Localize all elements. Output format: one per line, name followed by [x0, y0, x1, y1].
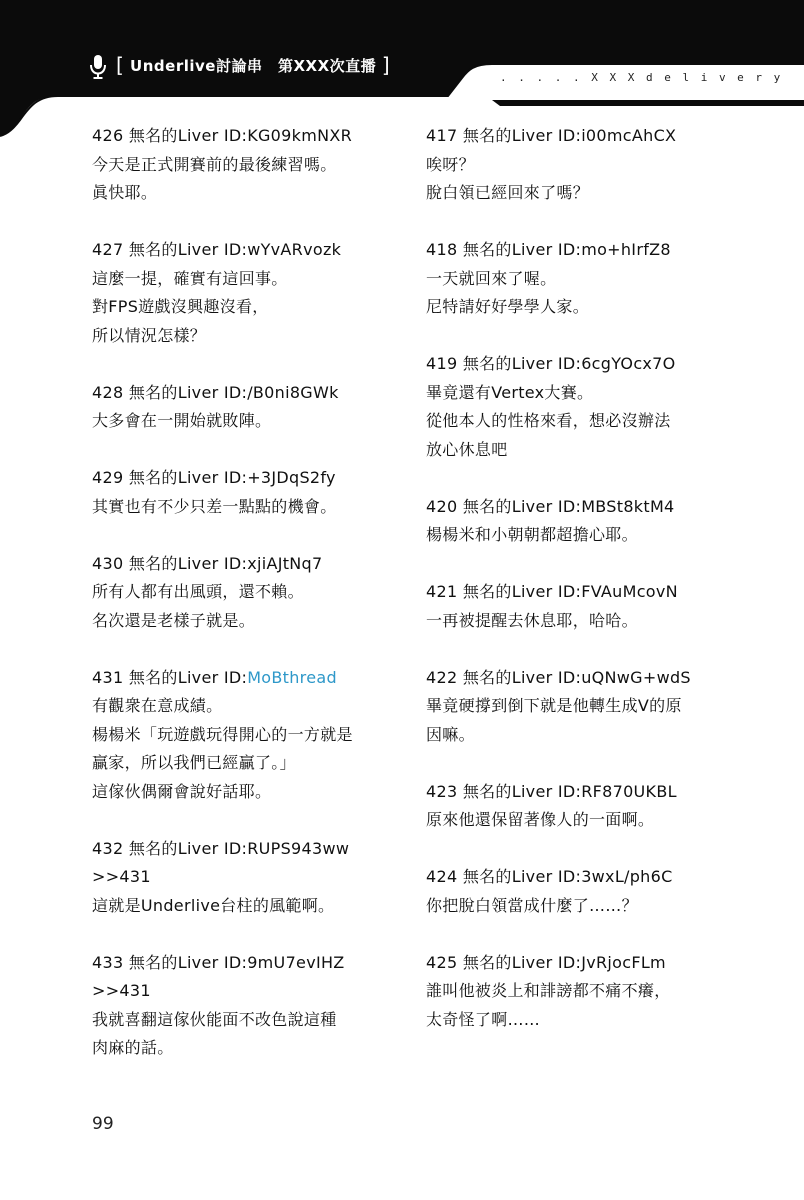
left-column [92, 122, 392, 1091]
page-number: 99 [92, 1114, 114, 1134]
post-reply-ref: >>431 [92, 867, 151, 886]
post-header: 432 無名的Liver ID:RUPS943ww [92, 838, 350, 858]
post-header-prefix: 431 無名的Liver ID: [92, 667, 248, 687]
post-line: 其實也有不少只差一點點的機會。 [92, 496, 337, 516]
post-header: 417 無名的Liver ID:i00mcAhCX [426, 126, 677, 145]
post-line: 所有人都有出風頭，還不賴。 [92, 582, 304, 601]
post-427 [92, 236, 392, 350]
post-header: 422 無名的Liver ID:uQNwG+wdS [426, 667, 691, 687]
post-428 [92, 379, 392, 436]
post-header: 426 無名的Liver ID:KG09kmNXR [92, 126, 353, 145]
post-418 [426, 236, 726, 322]
post-line: 這就是Underlive台柱的風範啊。 [92, 895, 335, 915]
post-line: 一天就回來了喔。 [426, 268, 557, 288]
post-line: 所以情況怎樣？ [92, 325, 207, 345]
post-line: 誰叫他被炎上和誹謗都不痛不癢， [426, 981, 671, 1000]
post-line: 原來他還保留著像人的一面啊。 [426, 810, 655, 829]
post-line: 眞快耶。 [92, 183, 158, 202]
title-bracket-close: ] [381, 53, 391, 77]
post-header: 428 無名的Liver ID:/B0ni8GWk [92, 382, 339, 402]
post-line: 畢竟還有Vertex大賽。 [426, 382, 594, 402]
post-header: 418 無名的Liver ID:mo+hIrfZ8 [426, 240, 671, 259]
post-header: 424 無名的Liver ID:3wxL/ph6C [426, 867, 673, 886]
post-line: 畢竟硬撐到倒下就是他轉生成V的原 [426, 696, 682, 715]
title-bracket-open: [ [116, 53, 125, 77]
post-line: 你把脫白領當成什麼了……？ [426, 895, 638, 915]
post-header: 433 無名的Liver ID:9mU7evIHZ [92, 952, 345, 972]
post-430 [92, 550, 392, 636]
post-header: 429 無名的Liver ID:+3JDqS2fy [92, 468, 336, 487]
delivery-subtitle: . . . . . X X X d e l i v e r y [500, 71, 783, 84]
post-line: 這傢伙偶爾會說好話耶。 [92, 781, 272, 801]
post-422 [426, 664, 726, 750]
post-line: 贏家，所以我們已經贏了。」 [92, 753, 296, 772]
post-header: 423 無名的Liver ID:RF870UKBL [426, 781, 677, 801]
title-text: Underlive討論串 第XXX次直播 [130, 57, 377, 75]
post-line: 有觀衆在意成績。 [92, 696, 223, 715]
post-432 [92, 835, 392, 921]
post-header: 421 無名的Liver ID:FVAuMcovN [426, 582, 678, 601]
post-line: 一再被提醒去休息耶，哈哈。 [426, 610, 638, 630]
post-line: 我就喜翻這傢伙能面不改色說這種 [92, 1009, 337, 1029]
post-line: 尼特請好好學學人家。 [426, 297, 590, 316]
post-header: 425 無名的Liver ID:JvRjocFLm [426, 952, 666, 972]
poster-id-link[interactable]: MoBthread [247, 667, 337, 687]
post-425 [426, 949, 726, 1035]
post-line: 對FPS遊戲沒興趣沒看， [92, 297, 269, 316]
thread-title [116, 52, 390, 76]
post-line: 名次還是老樣子就是。 [92, 610, 256, 630]
post-423 [426, 778, 726, 835]
post-line: 唉呀？ [426, 154, 475, 174]
post-header: 419 無名的Liver ID:6cgYOcx7O [426, 354, 676, 373]
post-line: 這麼一提，確實有這回事。 [92, 268, 288, 288]
post-line: 今天是正式開賽前的最後練習嗎。 [92, 154, 337, 174]
post-426 [92, 122, 392, 208]
post-line: 因嘛。 [426, 724, 475, 744]
post-419 [426, 350, 726, 464]
post-line: 大多會在一開始就敗陣。 [92, 411, 272, 430]
post-header: 430 無名的Liver ID:xjiAJtNq7 [92, 553, 323, 573]
post-line: 脫白領已經回來了嗎？ [426, 183, 590, 202]
post-424 [426, 863, 726, 920]
microphone-icon [88, 54, 108, 80]
post-reply-ref: >>431 [92, 981, 151, 1000]
post-431 [92, 664, 392, 807]
post-429 [92, 464, 392, 521]
post-433 [92, 949, 392, 1063]
post-header: 420 無名的Liver ID:MBSt8ktM4 [426, 496, 675, 516]
post-header: 427 無名的Liver ID:wYvARvozk [92, 240, 342, 259]
post-line: 楊楊米「玩遊戲玩得開心的一方就是 [92, 724, 353, 744]
post-header [92, 664, 392, 693]
post-417 [426, 122, 726, 208]
post-line: 肉麻的話。 [92, 1038, 174, 1057]
post-421 [426, 578, 726, 635]
post-420 [426, 493, 726, 550]
post-line: 太奇怪了啊…… [426, 1009, 541, 1029]
post-line: 從他本人的性格來看，想必沒辦法 [426, 411, 671, 430]
post-line: 放心休息吧 [426, 439, 508, 459]
right-column [426, 122, 726, 1063]
post-line: 楊楊米和小朝朝都超擔心耶。 [426, 525, 638, 544]
